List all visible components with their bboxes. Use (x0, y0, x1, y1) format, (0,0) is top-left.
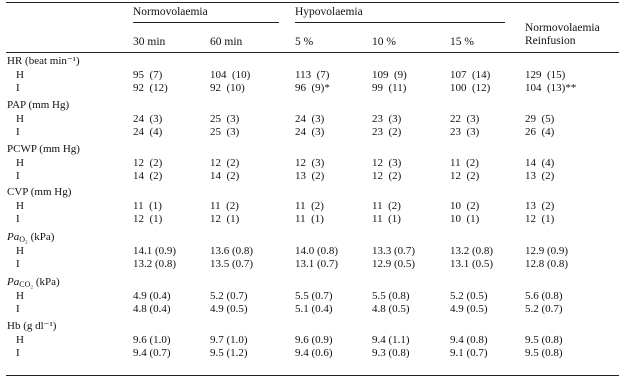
table-cell: 104 (10) (210, 68, 251, 81)
section-label: $Pa_{CO_2}$ (kPa) (7, 276, 60, 289)
table-cell: 12 (3) (372, 156, 402, 169)
header-bottom-rule (6, 52, 619, 53)
table-cell: 4.9 (0.4) (133, 289, 171, 302)
section-label: $Pa_{O_2}$ (kPa) (7, 231, 55, 244)
reinfusion-header-line2: Reinfusion (525, 35, 576, 47)
table-cell: 14 (4) (525, 156, 555, 169)
subcolumn-header: 15 % (450, 36, 474, 48)
table-cell: 24 (3) (295, 112, 325, 125)
section-label: Hb (g dl⁻¹) (7, 320, 57, 332)
table-cell: 109 (9) (372, 68, 407, 81)
table-cell: 96 (9)* (295, 82, 330, 94)
table-cell: 24 (3) (295, 126, 325, 138)
row-group-label: I (16, 303, 20, 315)
table-cell: 12.9 (0.5) (372, 258, 416, 270)
table-cell: 11 (1) (295, 213, 324, 225)
subcolumn-header: 10 % (372, 36, 396, 48)
table-cell: 10 (2) (450, 199, 480, 212)
table-cell: 5.2 (0.7) (525, 303, 563, 315)
table-cell: 24 (4) (133, 126, 163, 138)
table-cell: 99 (11) (372, 82, 407, 94)
table-cell: 12 (2) (450, 170, 480, 182)
table-cell: 26 (4) (525, 126, 555, 138)
table-cell: 9.5 (0.8) (525, 333, 563, 346)
table-cell: 13.1 (0.5) (450, 258, 494, 270)
table-cell: 25 (3) (210, 112, 240, 125)
table-cell: 5.2 (0.7) (210, 289, 248, 302)
table-cell: 113 (7) (295, 68, 330, 81)
table-cell: 12 (2) (372, 170, 402, 182)
table-cell: 13.1 (0.7) (295, 258, 339, 270)
normovolaemia-group-rule (133, 22, 279, 23)
table-cell: 11 (2) (210, 199, 239, 212)
table-cell: 129 (15) (525, 68, 566, 81)
row-group-label: I (16, 258, 20, 270)
row-group-label: H (16, 199, 24, 212)
row-group-label: H (16, 289, 24, 302)
table-cell: 100 (12) (450, 82, 491, 94)
table-cell: 11 (1) (372, 213, 401, 225)
row-group-label: H (16, 333, 24, 346)
table-cell: 12.9 (0.9) (525, 244, 569, 257)
section-label: CVP (mm Hg) (7, 186, 72, 198)
table-cell: 107 (14) (450, 68, 491, 81)
group-header-normovolaemia: Normovolaemia (133, 6, 208, 18)
table-cell: 5.1 (0.4) (295, 303, 333, 315)
table-cell: 95 (7) (133, 68, 163, 81)
row-group-label: H (16, 112, 24, 125)
table-cell: 14 (2) (210, 170, 240, 182)
table-cell: 13 (2) (525, 199, 555, 212)
table-cell: 11 (1) (133, 199, 162, 212)
section-label: PCWP (mm Hg) (7, 143, 80, 155)
table-cell: 12.8 (0.8) (525, 258, 569, 270)
table-cell: 12 (1) (210, 213, 240, 225)
row-group-label: H (16, 156, 24, 169)
table-cell: 9.6 (0.9) (295, 333, 333, 346)
table-cell: 5.6 (0.8) (525, 289, 563, 302)
table-cell: 9.5 (0.8) (525, 347, 563, 359)
table-cell: 14.0 (0.8) (295, 244, 339, 257)
table-cell: 13 (2) (295, 170, 325, 182)
table-cell: 14.1 (0.9) (133, 244, 177, 257)
table-cell: 9.5 (1.2) (210, 347, 248, 359)
table-cell: 12 (1) (133, 213, 163, 225)
table-cell: 11 (2) (295, 199, 324, 212)
row-group-label: I (16, 170, 20, 182)
table-cell: 9.4 (0.7) (133, 347, 171, 359)
table-cell: 9.4 (1.1) (372, 333, 410, 346)
table-cell: 14 (2) (133, 170, 163, 182)
table-cell: 9.1 (0.7) (450, 347, 488, 359)
bottom-rule (6, 375, 619, 376)
table-cell: 11 (2) (372, 199, 401, 212)
subcolumn-header: 5 % (295, 36, 314, 48)
table-cell: 4.9 (0.5) (210, 303, 248, 315)
table-cell: 23 (3) (372, 112, 402, 125)
subcolumn-header: 30 min (133, 36, 166, 48)
table-cell: 13.2 (0.8) (133, 258, 177, 270)
reinfusion-header-line1: Normovolaemia (525, 22, 600, 34)
table-cell: 12 (2) (133, 156, 163, 169)
table-cell: 92 (10) (210, 82, 245, 94)
table-cell: 9.4 (0.6) (295, 347, 333, 359)
table-cell: 10 (1) (450, 213, 480, 225)
table-cell: 9.7 (1.0) (210, 333, 248, 346)
row-group-label: H (16, 68, 24, 81)
subcolumn-header: 60 min (210, 36, 243, 48)
table-cell: 4.8 (0.5) (372, 303, 410, 315)
table-cell: 4.9 (0.5) (450, 303, 488, 315)
section-label: PAP (mm Hg) (7, 99, 70, 111)
table-cell: 9.3 (0.8) (372, 347, 410, 359)
table-cell: 13.3 (0.7) (372, 244, 416, 257)
table-cell: 23 (2) (372, 126, 402, 138)
table-cell: 92 (12) (133, 82, 168, 94)
table-cell: 22 (3) (450, 112, 480, 125)
table-cell: 11 (2) (450, 156, 479, 169)
section-label: HR (beat min⁻¹) (7, 55, 80, 67)
table-cell: 9.6 (1.0) (133, 333, 171, 346)
table-cell: 13.2 (0.8) (450, 244, 494, 257)
table-cell: 24 (3) (133, 112, 163, 125)
table-cell: 5.5 (0.8) (372, 289, 410, 302)
table-cell: 12 (3) (295, 156, 325, 169)
table-cell: 13.6 (0.8) (210, 244, 254, 257)
table-cell: 13.5 (0.7) (210, 258, 254, 270)
row-group-label: I (16, 213, 20, 225)
hypovolaemia-group-rule (295, 22, 505, 23)
top-rule (6, 2, 619, 3)
table-cell: 12 (1) (525, 213, 555, 225)
row-group-label: I (16, 347, 20, 359)
table-cell: 12 (2) (210, 156, 240, 169)
table-cell: 25 (3) (210, 126, 240, 138)
table-cell: 13 (2) (525, 170, 555, 182)
row-group-label: I (16, 126, 20, 138)
table-cell: 104 (13)** (525, 82, 577, 94)
table-cell: 5.2 (0.5) (450, 289, 488, 302)
table-cell: 5.5 (0.7) (295, 289, 333, 302)
row-group-label: I (16, 82, 20, 94)
group-header-hypovolaemia: Hypovolaemia (295, 6, 363, 18)
table-cell: 23 (3) (450, 126, 480, 138)
table-cell: 9.4 (0.8) (450, 333, 488, 346)
row-group-label: H (16, 244, 24, 257)
table-cell: 29 (5) (525, 112, 555, 125)
table-cell: 4.8 (0.4) (133, 303, 171, 315)
